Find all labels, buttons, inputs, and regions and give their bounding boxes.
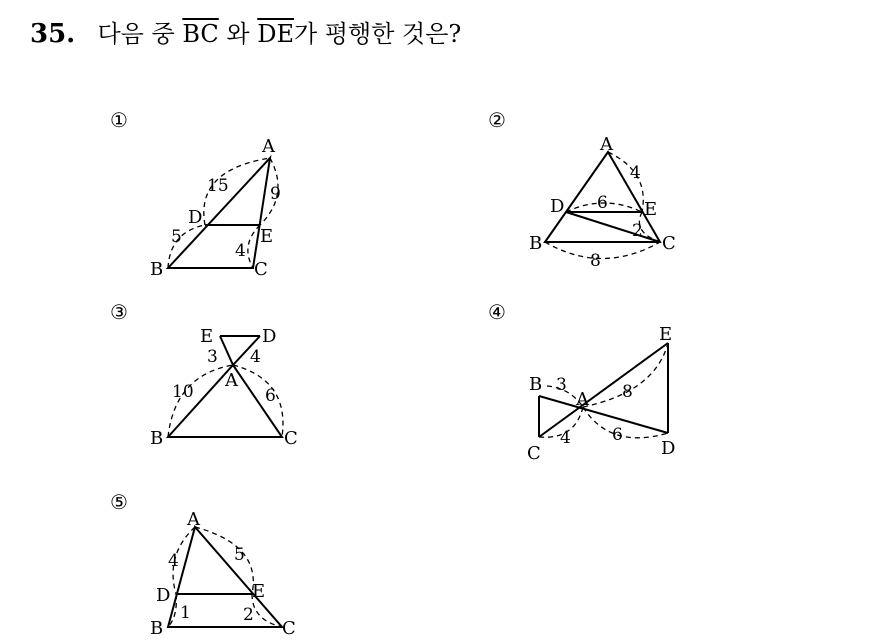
point-c-label: C bbox=[282, 618, 296, 639]
point-d-label: D bbox=[550, 196, 565, 217]
segment-de: $\overline{DE}$ bbox=[257, 20, 295, 48]
option-4-number[interactable]: ④ bbox=[488, 300, 506, 324]
length-ad: 15 bbox=[207, 176, 229, 196]
length-ac: 6 bbox=[265, 386, 276, 406]
length-ac: 4 bbox=[560, 428, 571, 448]
question-text-mid: 와 bbox=[226, 20, 250, 48]
point-e-label: E bbox=[252, 581, 266, 602]
point-d-label: D bbox=[661, 438, 676, 459]
length-ec: 4 bbox=[235, 241, 246, 261]
length-ae: 3 bbox=[207, 347, 218, 367]
point-c-label: C bbox=[284, 428, 298, 449]
length-ad: 4 bbox=[168, 551, 179, 571]
length-ec: 2 bbox=[632, 221, 643, 241]
point-d-label: D bbox=[156, 585, 171, 606]
length-db: 5 bbox=[171, 227, 182, 247]
point-a-label: A bbox=[187, 509, 200, 530]
point-b-label: B bbox=[150, 618, 164, 639]
length-ad: 6 bbox=[612, 425, 623, 445]
length-de: 6 bbox=[597, 193, 608, 213]
point-d-label: D bbox=[188, 207, 203, 228]
segment-bc: $\overline{BC}$ bbox=[182, 20, 219, 48]
point-c-label: C bbox=[662, 233, 676, 254]
point-a-label: A bbox=[600, 134, 613, 155]
option-5-number[interactable]: ⑤ bbox=[110, 490, 128, 514]
length-ae: 4 bbox=[630, 163, 641, 183]
question-text-before: 다음 중 bbox=[97, 20, 175, 48]
length-ab: 3 bbox=[556, 375, 567, 395]
point-a-label: A bbox=[225, 370, 238, 391]
point-b-label: B bbox=[529, 374, 543, 395]
length-bc: 8 bbox=[590, 251, 601, 271]
length-db: 1 bbox=[180, 603, 191, 623]
point-d-label: D bbox=[262, 326, 277, 347]
point-c-label: C bbox=[527, 443, 541, 464]
point-e-label: E bbox=[200, 326, 214, 347]
length-ae: 8 bbox=[622, 382, 633, 402]
question-number: 35. bbox=[30, 19, 76, 49]
option-3-number[interactable]: ③ bbox=[110, 300, 128, 324]
length-ec: 2 bbox=[243, 605, 254, 625]
length-ad: 4 bbox=[250, 347, 261, 367]
point-b-label: B bbox=[150, 428, 164, 449]
point-a-label: A bbox=[576, 389, 589, 410]
length-ae: 5 bbox=[234, 545, 245, 565]
length-ab: 10 bbox=[172, 382, 194, 402]
point-e-label: E bbox=[659, 324, 673, 345]
point-c-label: C bbox=[254, 259, 268, 280]
option-1-number[interactable]: ① bbox=[110, 108, 128, 132]
option-2-number[interactable]: ② bbox=[488, 108, 506, 132]
question-text-after: 가 평행한 것은? bbox=[294, 20, 462, 48]
point-b-label: B bbox=[529, 233, 543, 254]
point-e-label: E bbox=[644, 199, 658, 220]
point-b-label: B bbox=[150, 259, 164, 280]
length-ae: 9 bbox=[270, 184, 281, 204]
point-a-label: A bbox=[262, 136, 275, 157]
point-e-label: E bbox=[260, 226, 274, 247]
